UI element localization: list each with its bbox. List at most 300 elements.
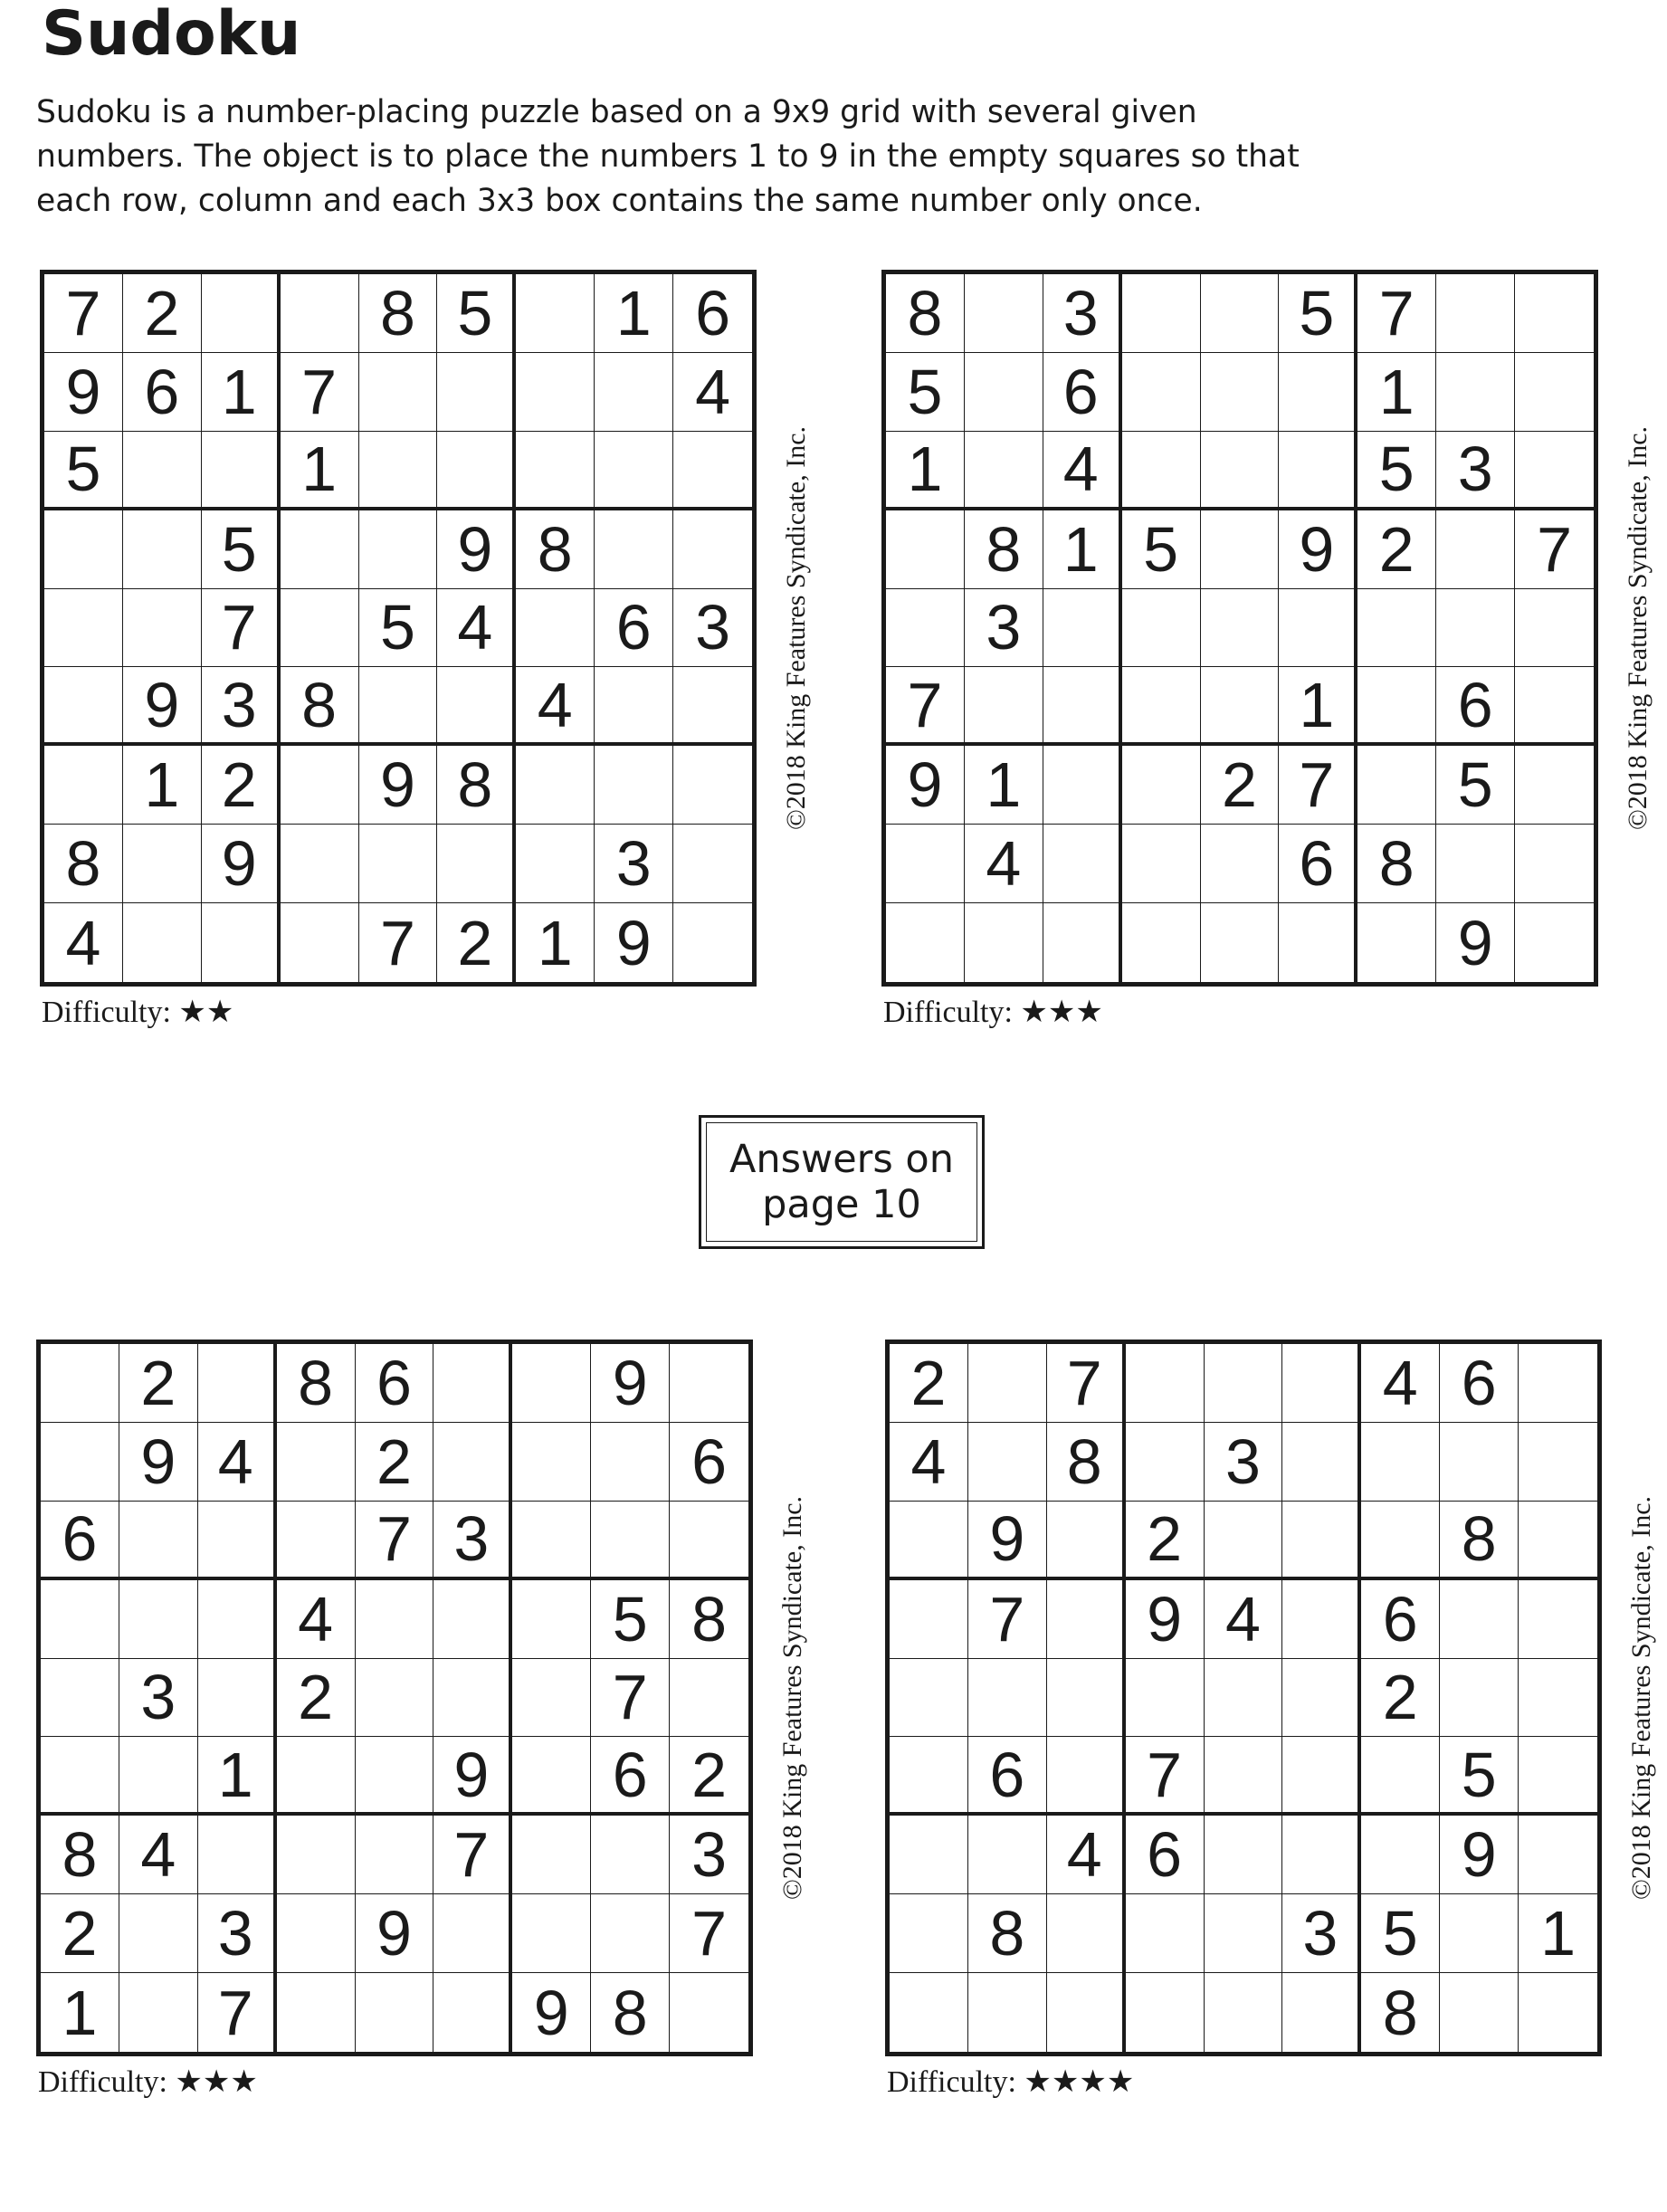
sudoku-cell[interactable] bbox=[41, 1659, 119, 1738]
sudoku-cell[interactable] bbox=[968, 1423, 1047, 1502]
sudoku-cell[interactable] bbox=[1122, 432, 1201, 510]
sudoku-cell[interactable] bbox=[670, 1659, 748, 1738]
sudoku-cell[interactable] bbox=[437, 667, 516, 746]
sudoku-cell[interactable] bbox=[595, 432, 673, 510]
sudoku-cell[interactable] bbox=[516, 274, 595, 353]
sudoku-cell[interactable] bbox=[1205, 1973, 1283, 2052]
sudoku-cell[interactable] bbox=[437, 825, 516, 903]
sudoku-cell[interactable]: 8 bbox=[359, 274, 438, 353]
sudoku-cell[interactable] bbox=[1357, 667, 1436, 746]
sudoku-cell[interactable]: 6 bbox=[670, 1423, 748, 1502]
sudoku-cell[interactable]: 9 bbox=[437, 510, 516, 589]
sudoku-cell[interactable] bbox=[119, 1973, 198, 2052]
sudoku-cell[interactable] bbox=[281, 903, 359, 982]
sudoku-cell[interactable] bbox=[968, 1344, 1047, 1423]
sudoku-cell[interactable] bbox=[41, 1423, 119, 1502]
sudoku-cell[interactable] bbox=[890, 1659, 968, 1738]
sudoku-cell[interactable]: 7 bbox=[44, 274, 123, 353]
sudoku-cell[interactable] bbox=[673, 510, 752, 589]
sudoku-cell[interactable]: 7 bbox=[1515, 510, 1594, 589]
sudoku-cell[interactable] bbox=[356, 1737, 434, 1816]
sudoku-cell[interactable] bbox=[123, 825, 202, 903]
sudoku-cell[interactable]: 7 bbox=[202, 589, 281, 668]
sudoku-cell[interactable]: 4 bbox=[198, 1423, 277, 1502]
sudoku-cell[interactable] bbox=[433, 1423, 512, 1502]
sudoku-cell[interactable]: 3 bbox=[1282, 1894, 1361, 1973]
sudoku-cell[interactable] bbox=[1282, 1973, 1361, 2052]
sudoku-cell[interactable]: 1 bbox=[41, 1973, 119, 2052]
sudoku-cell[interactable] bbox=[595, 667, 673, 746]
sudoku-cell[interactable] bbox=[1201, 274, 1280, 353]
sudoku-cell[interactable] bbox=[890, 1737, 968, 1816]
sudoku-cell[interactable]: 4 bbox=[516, 667, 595, 746]
sudoku-cell[interactable] bbox=[202, 432, 281, 510]
sudoku-cell[interactable] bbox=[1201, 825, 1280, 903]
sudoku-cell[interactable] bbox=[1201, 510, 1280, 589]
sudoku-cell[interactable] bbox=[123, 589, 202, 668]
sudoku-cell[interactable] bbox=[41, 1580, 119, 1659]
sudoku-cell[interactable] bbox=[198, 1580, 277, 1659]
sudoku-cell[interactable]: 4 bbox=[965, 825, 1043, 903]
sudoku-cell[interactable]: 8 bbox=[41, 1816, 119, 1894]
sudoku-cell[interactable] bbox=[277, 1816, 356, 1894]
sudoku-cell[interactable] bbox=[968, 1816, 1047, 1894]
sudoku-cell[interactable]: 9 bbox=[591, 1344, 670, 1423]
sudoku-cell[interactable]: 2 bbox=[670, 1737, 748, 1816]
sudoku-cell[interactable] bbox=[1279, 589, 1357, 668]
sudoku-cell[interactable]: 1 bbox=[965, 746, 1043, 825]
sudoku-cell[interactable]: 1 bbox=[886, 432, 965, 510]
sudoku-cell[interactable] bbox=[198, 1502, 277, 1580]
sudoku-cell[interactable]: 4 bbox=[890, 1423, 968, 1502]
sudoku-cell[interactable]: 7 bbox=[281, 353, 359, 432]
sudoku-cell[interactable] bbox=[670, 1502, 748, 1580]
sudoku-cell[interactable] bbox=[516, 589, 595, 668]
sudoku-cell[interactable] bbox=[281, 589, 359, 668]
sudoku-cell[interactable] bbox=[1122, 353, 1201, 432]
sudoku-cell[interactable]: 2 bbox=[356, 1423, 434, 1502]
sudoku-cell[interactable] bbox=[1201, 589, 1280, 668]
sudoku-cell[interactable]: 8 bbox=[670, 1580, 748, 1659]
sudoku-cell[interactable] bbox=[1126, 1423, 1205, 1502]
sudoku-cell[interactable]: 8 bbox=[44, 825, 123, 903]
sudoku-cell[interactable]: 1 bbox=[202, 353, 281, 432]
sudoku-cell[interactable]: 3 bbox=[1436, 432, 1515, 510]
sudoku-cell[interactable] bbox=[591, 1894, 670, 1973]
sudoku-cell[interactable]: 9 bbox=[886, 746, 965, 825]
sudoku-cell[interactable]: 6 bbox=[1440, 1344, 1519, 1423]
sudoku-cell[interactable] bbox=[591, 1502, 670, 1580]
sudoku-cell[interactable] bbox=[1047, 1580, 1126, 1659]
sudoku-cell[interactable]: 4 bbox=[1205, 1580, 1283, 1659]
sudoku-cell[interactable] bbox=[1122, 746, 1201, 825]
sudoku-cell[interactable] bbox=[119, 1502, 198, 1580]
sudoku-cell[interactable]: 5 bbox=[591, 1580, 670, 1659]
sudoku-cell[interactable]: 1 bbox=[1043, 510, 1122, 589]
sudoku-cell[interactable]: 4 bbox=[277, 1580, 356, 1659]
sudoku-cell[interactable]: 5 bbox=[1436, 746, 1515, 825]
sudoku-cell[interactable]: 9 bbox=[1436, 903, 1515, 982]
sudoku-cell[interactable] bbox=[359, 667, 438, 746]
sudoku-cell[interactable] bbox=[1519, 1580, 1597, 1659]
sudoku-cell[interactable]: 5 bbox=[44, 432, 123, 510]
sudoku-cell[interactable] bbox=[965, 274, 1043, 353]
sudoku-cell[interactable]: 5 bbox=[1279, 274, 1357, 353]
sudoku-cell[interactable] bbox=[890, 1973, 968, 2052]
sudoku-cell[interactable] bbox=[1436, 825, 1515, 903]
sudoku-cell[interactable] bbox=[595, 353, 673, 432]
sudoku-cell[interactable]: 3 bbox=[673, 589, 752, 668]
sudoku-cell[interactable] bbox=[1519, 1737, 1597, 1816]
sudoku-cell[interactable]: 6 bbox=[356, 1344, 434, 1423]
sudoku-cell[interactable]: 7 bbox=[1279, 746, 1357, 825]
sudoku-cell[interactable] bbox=[123, 432, 202, 510]
sudoku-cell[interactable] bbox=[1279, 432, 1357, 510]
sudoku-cell[interactable] bbox=[1279, 353, 1357, 432]
sudoku-cell[interactable]: 6 bbox=[123, 353, 202, 432]
sudoku-cell[interactable] bbox=[1205, 1502, 1283, 1580]
sudoku-cell[interactable]: 5 bbox=[202, 510, 281, 589]
sudoku-cell[interactable] bbox=[41, 1344, 119, 1423]
sudoku-cell[interactable] bbox=[890, 1894, 968, 1973]
sudoku-cell[interactable] bbox=[277, 1894, 356, 1973]
sudoku-cell[interactable] bbox=[1436, 589, 1515, 668]
sudoku-cell[interactable] bbox=[281, 825, 359, 903]
sudoku-cell[interactable]: 1 bbox=[198, 1737, 277, 1816]
sudoku-cell[interactable]: 5 bbox=[1440, 1737, 1519, 1816]
sudoku-cell[interactable]: 7 bbox=[670, 1894, 748, 1973]
sudoku-cell[interactable] bbox=[591, 1423, 670, 1502]
sudoku-cell[interactable]: 8 bbox=[1357, 825, 1436, 903]
sudoku-cell[interactable]: 4 bbox=[1361, 1344, 1440, 1423]
sudoku-cell[interactable] bbox=[1357, 903, 1436, 982]
sudoku-cell[interactable]: 5 bbox=[1122, 510, 1201, 589]
sudoku-cell[interactable]: 1 bbox=[1279, 667, 1357, 746]
sudoku-cell[interactable] bbox=[512, 1580, 591, 1659]
sudoku-cell[interactable]: 3 bbox=[595, 825, 673, 903]
sudoku-cell[interactable] bbox=[1519, 1344, 1597, 1423]
sudoku-cell[interactable]: 5 bbox=[1357, 432, 1436, 510]
sudoku-cell[interactable] bbox=[1205, 1659, 1283, 1738]
sudoku-cell[interactable] bbox=[359, 432, 438, 510]
sudoku-cell[interactable] bbox=[516, 746, 595, 825]
sudoku-cell[interactable]: 9 bbox=[595, 903, 673, 982]
sudoku-cell[interactable]: 5 bbox=[359, 589, 438, 668]
sudoku-cell[interactable] bbox=[433, 1894, 512, 1973]
sudoku-cell[interactable] bbox=[1515, 432, 1594, 510]
sudoku-cell[interactable] bbox=[1515, 667, 1594, 746]
sudoku-cell[interactable] bbox=[595, 746, 673, 825]
sudoku-cell[interactable] bbox=[1201, 432, 1280, 510]
sudoku-cell[interactable] bbox=[1436, 353, 1515, 432]
sudoku-cell[interactable] bbox=[1205, 1344, 1283, 1423]
sudoku-cell[interactable] bbox=[1515, 274, 1594, 353]
sudoku-cell[interactable]: 2 bbox=[277, 1659, 356, 1738]
sudoku-cell[interactable] bbox=[359, 825, 438, 903]
sudoku-cell[interactable]: 8 bbox=[516, 510, 595, 589]
sudoku-cell[interactable]: 6 bbox=[673, 274, 752, 353]
sudoku-cell[interactable] bbox=[1282, 1816, 1361, 1894]
sudoku-cell[interactable] bbox=[433, 1659, 512, 1738]
sudoku-cell[interactable]: 9 bbox=[1279, 510, 1357, 589]
sudoku-cell[interactable] bbox=[512, 1737, 591, 1816]
sudoku-cell[interactable] bbox=[968, 1973, 1047, 2052]
sudoku-cell[interactable]: 1 bbox=[1519, 1894, 1597, 1973]
sudoku-cell[interactable]: 9 bbox=[512, 1973, 591, 2052]
sudoku-cell[interactable]: 7 bbox=[886, 667, 965, 746]
sudoku-cell[interactable]: 8 bbox=[1047, 1423, 1126, 1502]
sudoku-cell[interactable] bbox=[1519, 1423, 1597, 1502]
sudoku-cell[interactable] bbox=[198, 1659, 277, 1738]
sudoku-cell[interactable] bbox=[1440, 1580, 1519, 1659]
sudoku-cell[interactable]: 3 bbox=[433, 1502, 512, 1580]
sudoku-cell[interactable]: 6 bbox=[595, 589, 673, 668]
sudoku-cell[interactable] bbox=[1043, 746, 1122, 825]
sudoku-cell[interactable] bbox=[202, 903, 281, 982]
sudoku-cell[interactable] bbox=[1519, 1659, 1597, 1738]
sudoku-cell[interactable] bbox=[512, 1659, 591, 1738]
sudoku-cell[interactable]: 9 bbox=[44, 353, 123, 432]
sudoku-cell[interactable] bbox=[1047, 1894, 1126, 1973]
sudoku-cell[interactable] bbox=[356, 1816, 434, 1894]
sudoku-cell[interactable] bbox=[1043, 903, 1122, 982]
sudoku-cell[interactable] bbox=[512, 1816, 591, 1894]
sudoku-cell[interactable]: 9 bbox=[202, 825, 281, 903]
sudoku-cell[interactable]: 3 bbox=[198, 1894, 277, 1973]
sudoku-cell[interactable] bbox=[44, 589, 123, 668]
sudoku-cell[interactable] bbox=[1519, 1502, 1597, 1580]
sudoku-cell[interactable] bbox=[1515, 903, 1594, 982]
sudoku-cell[interactable] bbox=[119, 1737, 198, 1816]
sudoku-cell[interactable]: 7 bbox=[198, 1973, 277, 2052]
sudoku-cell[interactable]: 8 bbox=[277, 1344, 356, 1423]
sudoku-cell[interactable]: 9 bbox=[968, 1502, 1047, 1580]
sudoku-cell[interactable]: 4 bbox=[1043, 432, 1122, 510]
sudoku-cell[interactable]: 9 bbox=[1126, 1580, 1205, 1659]
sudoku-cell[interactable] bbox=[1047, 1973, 1126, 2052]
sudoku-cell[interactable] bbox=[670, 1344, 748, 1423]
sudoku-cell[interactable] bbox=[673, 667, 752, 746]
sudoku-cell[interactable] bbox=[1440, 1973, 1519, 2052]
sudoku-cell[interactable] bbox=[965, 667, 1043, 746]
sudoku-cell[interactable] bbox=[1122, 274, 1201, 353]
sudoku-cell[interactable] bbox=[512, 1344, 591, 1423]
sudoku-cell[interactable]: 3 bbox=[1043, 274, 1122, 353]
sudoku-cell[interactable]: 6 bbox=[1126, 1816, 1205, 1894]
sudoku-cell[interactable]: 2 bbox=[41, 1894, 119, 1973]
sudoku-cell[interactable] bbox=[1436, 274, 1515, 353]
sudoku-cell[interactable] bbox=[1126, 1894, 1205, 1973]
sudoku-cell[interactable] bbox=[1043, 589, 1122, 668]
sudoku-cell[interactable]: 2 bbox=[437, 903, 516, 982]
sudoku-cell[interactable]: 3 bbox=[670, 1816, 748, 1894]
sudoku-cell[interactable] bbox=[123, 903, 202, 982]
sudoku-cell[interactable] bbox=[1357, 589, 1436, 668]
sudoku-cell[interactable] bbox=[516, 825, 595, 903]
sudoku-cell[interactable]: 4 bbox=[437, 589, 516, 668]
sudoku-cell[interactable]: 5 bbox=[437, 274, 516, 353]
sudoku-cell[interactable] bbox=[198, 1816, 277, 1894]
sudoku-cell[interactable] bbox=[119, 1894, 198, 1973]
sudoku-cell[interactable] bbox=[1279, 903, 1357, 982]
sudoku-cell[interactable] bbox=[1282, 1502, 1361, 1580]
sudoku-cell[interactable] bbox=[123, 510, 202, 589]
sudoku-cell[interactable] bbox=[1361, 1423, 1440, 1502]
sudoku-cell[interactable] bbox=[44, 746, 123, 825]
sudoku-cell[interactable]: 3 bbox=[202, 667, 281, 746]
sudoku-cell[interactable]: 8 bbox=[965, 510, 1043, 589]
sudoku-cell[interactable]: 3 bbox=[965, 589, 1043, 668]
sudoku-cell[interactable] bbox=[437, 353, 516, 432]
sudoku-cell[interactable]: 4 bbox=[1047, 1816, 1126, 1894]
sudoku-cell[interactable]: 8 bbox=[281, 667, 359, 746]
sudoku-cell[interactable] bbox=[1201, 353, 1280, 432]
sudoku-cell[interactable] bbox=[595, 510, 673, 589]
sudoku-cell[interactable]: 8 bbox=[1361, 1973, 1440, 2052]
sudoku-cell[interactable] bbox=[1122, 667, 1201, 746]
sudoku-cell[interactable]: 6 bbox=[41, 1502, 119, 1580]
sudoku-cell[interactable] bbox=[1440, 1659, 1519, 1738]
sudoku-cell[interactable]: 9 bbox=[356, 1894, 434, 1973]
sudoku-cell[interactable] bbox=[1357, 746, 1436, 825]
sudoku-cell[interactable] bbox=[1047, 1502, 1126, 1580]
sudoku-cell[interactable]: 9 bbox=[123, 667, 202, 746]
sudoku-cell[interactable] bbox=[1043, 825, 1122, 903]
sudoku-cell[interactable] bbox=[1282, 1423, 1361, 1502]
sudoku-cell[interactable] bbox=[1515, 825, 1594, 903]
sudoku-cell[interactable]: 6 bbox=[1279, 825, 1357, 903]
sudoku-cell[interactable]: 2 bbox=[1126, 1502, 1205, 1580]
sudoku-cell[interactable] bbox=[1436, 510, 1515, 589]
sudoku-cell[interactable]: 7 bbox=[433, 1816, 512, 1894]
sudoku-cell[interactable] bbox=[277, 1502, 356, 1580]
sudoku-cell[interactable] bbox=[1201, 667, 1280, 746]
sudoku-cell[interactable]: 2 bbox=[1357, 510, 1436, 589]
sudoku-cell[interactable] bbox=[1519, 1816, 1597, 1894]
sudoku-cell[interactable] bbox=[1126, 1344, 1205, 1423]
sudoku-cell[interactable]: 4 bbox=[119, 1816, 198, 1894]
sudoku-cell[interactable]: 1 bbox=[595, 274, 673, 353]
sudoku-cell[interactable] bbox=[1515, 589, 1594, 668]
sudoku-cell[interactable]: 1 bbox=[281, 432, 359, 510]
sudoku-cell[interactable] bbox=[965, 432, 1043, 510]
sudoku-cell[interactable] bbox=[1205, 1737, 1283, 1816]
sudoku-cell[interactable] bbox=[1047, 1737, 1126, 1816]
sudoku-cell[interactable] bbox=[1282, 1580, 1361, 1659]
sudoku-cell[interactable]: 8 bbox=[437, 746, 516, 825]
sudoku-cell[interactable] bbox=[1122, 825, 1201, 903]
sudoku-cell[interactable] bbox=[41, 1737, 119, 1816]
sudoku-cell[interactable] bbox=[512, 1502, 591, 1580]
sudoku-cell[interactable]: 6 bbox=[1043, 353, 1122, 432]
sudoku-cell[interactable] bbox=[1047, 1659, 1126, 1738]
sudoku-cell[interactable] bbox=[1440, 1894, 1519, 1973]
sudoku-cell[interactable] bbox=[1205, 1816, 1283, 1894]
sudoku-cell[interactable] bbox=[1361, 1737, 1440, 1816]
sudoku-cell[interactable] bbox=[281, 274, 359, 353]
sudoku-cell[interactable] bbox=[437, 432, 516, 510]
sudoku-cell[interactable]: 1 bbox=[123, 746, 202, 825]
sudoku-cell[interactable] bbox=[670, 1973, 748, 2052]
sudoku-cell[interactable]: 7 bbox=[359, 903, 438, 982]
sudoku-cell[interactable] bbox=[198, 1344, 277, 1423]
sudoku-cell[interactable]: 3 bbox=[119, 1659, 198, 1738]
sudoku-cell[interactable] bbox=[277, 1737, 356, 1816]
sudoku-cell[interactable] bbox=[886, 825, 965, 903]
sudoku-cell[interactable]: 2 bbox=[123, 274, 202, 353]
sudoku-cell[interactable] bbox=[356, 1580, 434, 1659]
sudoku-cell[interactable] bbox=[44, 510, 123, 589]
sudoku-cell[interactable] bbox=[1201, 903, 1280, 982]
sudoku-cell[interactable] bbox=[433, 1973, 512, 2052]
sudoku-cell[interactable] bbox=[356, 1973, 434, 2052]
sudoku-cell[interactable] bbox=[965, 353, 1043, 432]
sudoku-cell[interactable]: 9 bbox=[1440, 1816, 1519, 1894]
sudoku-cell[interactable]: 9 bbox=[359, 746, 438, 825]
sudoku-cell[interactable] bbox=[1043, 667, 1122, 746]
sudoku-cell[interactable] bbox=[673, 825, 752, 903]
sudoku-cell[interactable] bbox=[1122, 903, 1201, 982]
sudoku-cell[interactable]: 7 bbox=[1126, 1737, 1205, 1816]
sudoku-cell[interactable] bbox=[1282, 1659, 1361, 1738]
sudoku-cell[interactable]: 2 bbox=[119, 1344, 198, 1423]
sudoku-cell[interactable] bbox=[202, 274, 281, 353]
sudoku-cell[interactable] bbox=[886, 589, 965, 668]
sudoku-cell[interactable]: 6 bbox=[591, 1737, 670, 1816]
sudoku-cell[interactable]: 5 bbox=[886, 353, 965, 432]
sudoku-cell[interactable] bbox=[890, 1502, 968, 1580]
sudoku-cell[interactable]: 9 bbox=[433, 1737, 512, 1816]
sudoku-cell[interactable] bbox=[516, 432, 595, 510]
sudoku-cell[interactable]: 2 bbox=[1201, 746, 1280, 825]
sudoku-cell[interactable]: 2 bbox=[890, 1344, 968, 1423]
sudoku-cell[interactable]: 3 bbox=[1205, 1423, 1283, 1502]
sudoku-cell[interactable]: 6 bbox=[968, 1737, 1047, 1816]
sudoku-cell[interactable] bbox=[673, 903, 752, 982]
sudoku-cell[interactable] bbox=[1361, 1502, 1440, 1580]
sudoku-cell[interactable] bbox=[1515, 746, 1594, 825]
sudoku-cell[interactable] bbox=[1205, 1894, 1283, 1973]
sudoku-cell[interactable] bbox=[277, 1973, 356, 2052]
sudoku-cell[interactable] bbox=[277, 1423, 356, 1502]
sudoku-cell[interactable] bbox=[673, 746, 752, 825]
sudoku-cell[interactable] bbox=[433, 1580, 512, 1659]
sudoku-cell[interactable] bbox=[281, 510, 359, 589]
sudoku-cell[interactable]: 7 bbox=[1357, 274, 1436, 353]
sudoku-cell[interactable] bbox=[1282, 1344, 1361, 1423]
sudoku-cell[interactable]: 7 bbox=[356, 1502, 434, 1580]
sudoku-cell[interactable]: 2 bbox=[1361, 1659, 1440, 1738]
sudoku-cell[interactable]: 6 bbox=[1361, 1580, 1440, 1659]
sudoku-cell[interactable]: 7 bbox=[591, 1659, 670, 1738]
sudoku-cell[interactable] bbox=[1440, 1423, 1519, 1502]
sudoku-cell[interactable]: 4 bbox=[673, 353, 752, 432]
sudoku-cell[interactable] bbox=[1515, 353, 1594, 432]
sudoku-cell[interactable]: 1 bbox=[1357, 353, 1436, 432]
sudoku-cell[interactable] bbox=[886, 903, 965, 982]
sudoku-cell[interactable]: 9 bbox=[119, 1423, 198, 1502]
sudoku-cell[interactable] bbox=[356, 1659, 434, 1738]
sudoku-cell[interactable] bbox=[965, 903, 1043, 982]
sudoku-cell[interactable] bbox=[516, 353, 595, 432]
sudoku-cell[interactable] bbox=[968, 1659, 1047, 1738]
sudoku-cell[interactable] bbox=[890, 1580, 968, 1659]
sudoku-cell[interactable] bbox=[886, 510, 965, 589]
sudoku-cell[interactable] bbox=[890, 1816, 968, 1894]
sudoku-cell[interactable]: 1 bbox=[516, 903, 595, 982]
sudoku-cell[interactable]: 8 bbox=[968, 1894, 1047, 1973]
sudoku-cell[interactable]: 8 bbox=[886, 274, 965, 353]
